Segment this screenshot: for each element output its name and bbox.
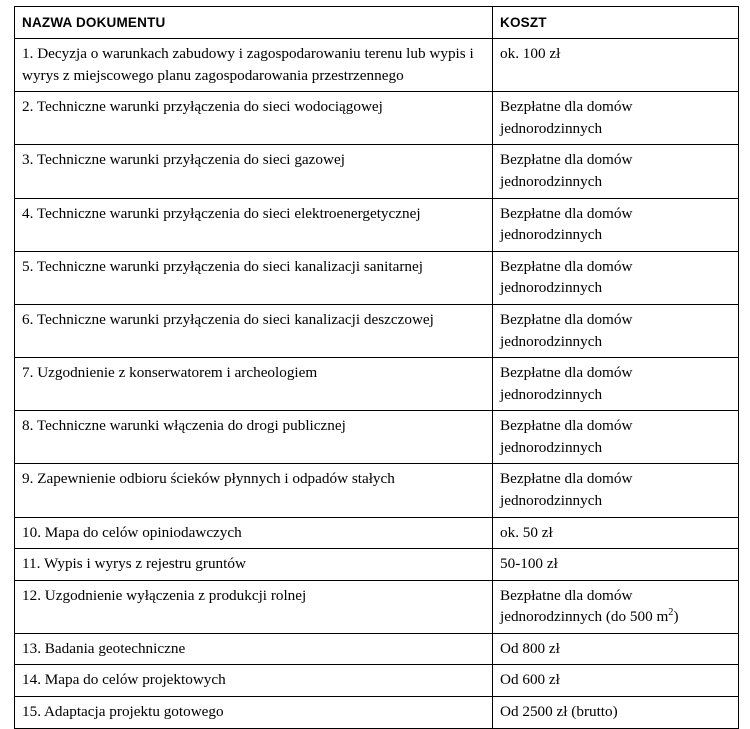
cell-cost: ok. 100 zł <box>493 39 739 92</box>
cell-cost: Bezpłatne dla domów jednorodzinnych <box>493 464 739 517</box>
column-header-cost: KOSZT <box>493 7 739 39</box>
cell-document-name: 3. Techniczne warunki przyłączenia do sieci gazowej <box>15 145 493 198</box>
cell-document-name: 7. Uzgodnienie z konserwatorem i archeologiem <box>15 358 493 411</box>
table-row <box>15 251 739 304</box>
table-header-row <box>15 7 739 39</box>
cell-cost: Bezpłatne dla domów jednorodzinnych <box>493 145 739 198</box>
cell-document-name: 4. Techniczne warunki przyłączenia do sieci elektroenergetycznej <box>15 198 493 251</box>
column-header-document-name: NAZWA DOKUMENTU <box>15 7 493 39</box>
cell-document-name: 6. Techniczne warunki przyłączenia do sieci kanalizacji deszczowej <box>15 304 493 357</box>
cell-cost: 50-100 zł <box>493 549 739 581</box>
table-row <box>15 549 739 581</box>
cell-document-name: 5. Techniczne warunki przyłączenia do sieci kanalizacji sanitarnej <box>15 251 493 304</box>
cell-cost: Bezpłatne dla domów jednorodzinnych <box>493 304 739 357</box>
cell-cost: Od 800 zł <box>493 633 739 665</box>
cell-cost: Bezpłatne dla domów jednorodzinnych <box>493 198 739 251</box>
cell-document-name: 15. Adaptacja projektu gotowego <box>15 697 493 729</box>
table-row <box>15 304 739 357</box>
table-body <box>15 39 739 728</box>
table-row <box>15 697 739 729</box>
document-cost-table <box>14 6 739 729</box>
table-row <box>15 411 739 464</box>
table-row <box>15 145 739 198</box>
table-row <box>15 92 739 145</box>
cell-document-name: 1. Decyzja o warunkach zabudowy i zagospodarowaniu terenu lub wypis i wyrys z miejscowego planu zagospodarowania przestrzennego <box>15 39 493 92</box>
cell-document-name: 9. Zapewnienie odbioru ścieków płynnych i odpadów stałych <box>15 464 493 517</box>
table-row <box>15 464 739 517</box>
cell-cost: Bezpłatne dla domów jednorodzinnych <box>493 251 739 304</box>
cell-cost: ok. 50 zł <box>493 517 739 549</box>
table-row <box>15 580 739 633</box>
cell-document-name: 12. Uzgodnienie wyłączenia z produkcji rolnej <box>15 580 493 633</box>
cell-document-name: 11. Wypis i wyrys z rejestru gruntów <box>15 549 493 581</box>
cell-document-name: 14. Mapa do celów projektowych <box>15 665 493 697</box>
cell-cost <box>493 580 739 633</box>
table-row <box>15 39 739 92</box>
cell-document-name: 8. Techniczne warunki włączenia do drogi publicznej <box>15 411 493 464</box>
table-row <box>15 358 739 411</box>
cell-cost: Bezpłatne dla domów jednorodzinnych <box>493 358 739 411</box>
cell-cost: Bezpłatne dla domów jednorodzinnych <box>493 92 739 145</box>
cell-document-name: 10. Mapa do celów opiniodawczych <box>15 517 493 549</box>
table-row <box>15 517 739 549</box>
table-row <box>15 665 739 697</box>
cell-document-name: 13. Badania geotechniczne <box>15 633 493 665</box>
table-row <box>15 633 739 665</box>
cell-cost: Od 600 zł <box>493 665 739 697</box>
cell-cost-line: Bezpłatne dla domów <box>500 586 633 604</box>
cell-cost-line: jednorodzinnych (do 500 $m^2$) <box>500 607 679 626</box>
cell-cost: Od 2500 zł (brutto) <box>493 697 739 729</box>
cell-cost: Bezpłatne dla domów jednorodzinnych <box>493 411 739 464</box>
cell-document-name: 2. Techniczne warunki przyłączenia do sieci wodociągowej <box>15 92 493 145</box>
table-row <box>15 198 739 251</box>
